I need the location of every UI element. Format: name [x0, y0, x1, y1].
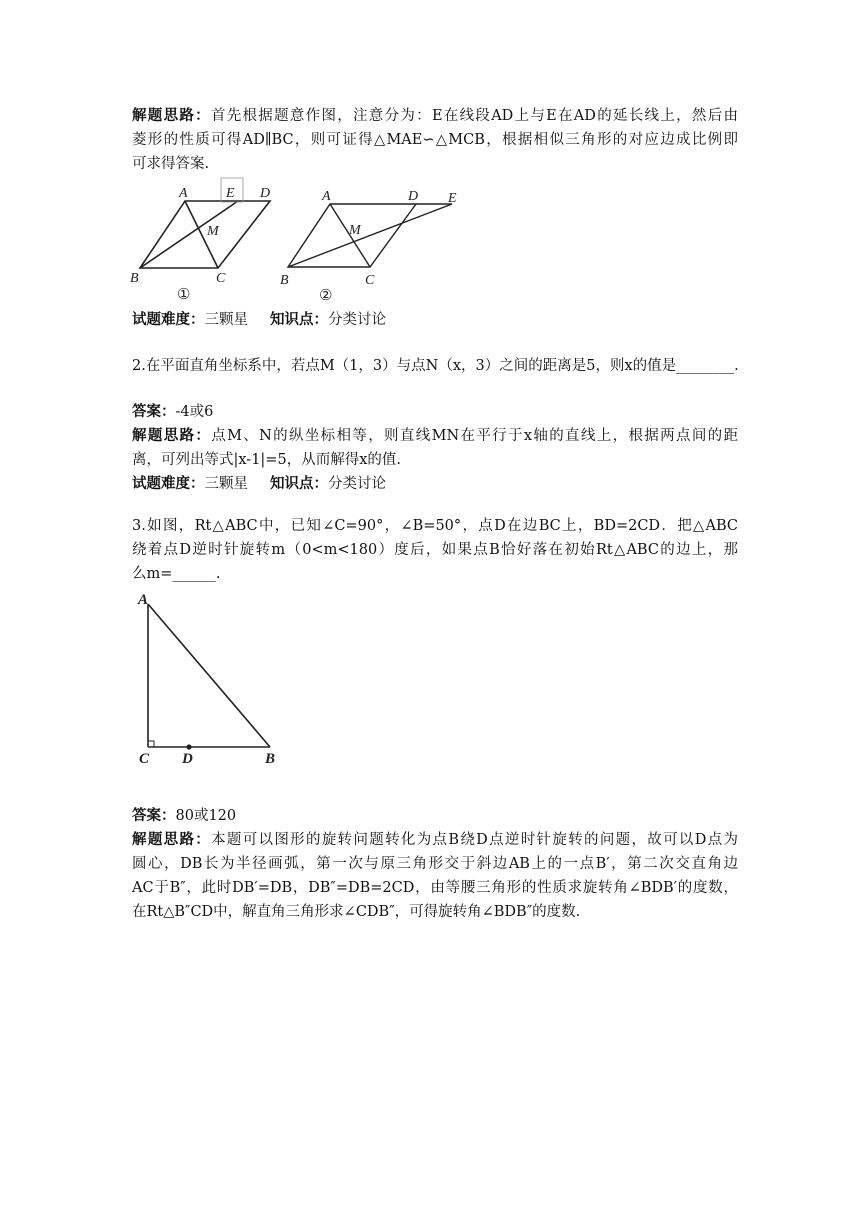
q1-hint-label: 解题思路：	[132, 107, 211, 124]
q2-answer-label: 答案：	[132, 403, 176, 420]
label-c: C	[139, 751, 150, 767]
q1-knowledge: 分类讨论	[328, 312, 386, 328]
q1-difficulty: 三颗星	[204, 312, 248, 328]
q3-hint-line-1: 解题思路：本题可以图形的旋转问题转化为点B绕D点逆时针旋转的问题，故可以D点为	[132, 831, 738, 848]
label-a: A	[179, 186, 188, 201]
q3-hint-label: 解题思路：	[132, 831, 212, 848]
q1-hint-line-3: 可求得答案.	[132, 156, 210, 172]
right-angle-mark	[148, 741, 154, 747]
q1-hint-line-2: 菱形的性质可得AD∥BC，则可证得△MAE∽△MCB，根据相似三角形的对应边成比例即	[132, 132, 738, 148]
q2-difficulty: 三颗星	[204, 476, 248, 492]
q3-question	[132, 514, 738, 586]
rhombus-abcd	[140, 201, 270, 268]
label-a: A	[138, 592, 149, 608]
label-m: M	[207, 224, 219, 239]
q2-knowledge-label: 知识点：	[270, 475, 328, 492]
q3-solution	[132, 804, 738, 924]
q3-figure	[132, 588, 292, 770]
label-e: E	[226, 186, 235, 201]
q2-answer: -4或6	[175, 404, 214, 420]
q2-question-text: 2.在平面直角坐标系中，若点M（1，3）与点N（x，3）之间的距离是5，则x的值是________.	[132, 358, 739, 374]
figure-number-1: ①	[177, 287, 191, 303]
segment-be	[288, 204, 452, 267]
label-b: B	[265, 751, 276, 767]
q3-hint-line-3: AC于B″，此时DB′=DB，DB″=DB=2CD，由等腰三角形的性质求旋转角∠BDB′的度数，	[132, 880, 738, 896]
label-e: E	[448, 191, 457, 206]
label-b: B	[280, 273, 289, 288]
q1-figure-2	[280, 180, 470, 305]
q2-difficulty-label: 试题难度：	[132, 475, 205, 492]
q2-knowledge: 分类讨论	[328, 476, 386, 492]
q1-figure-1	[125, 175, 285, 303]
segment-be	[140, 201, 238, 268]
q3-question-line-2: 绕着点D逆时针旋转m（0<m<180）度后，如果点B恰好落在初始Rt△ABC的边上，那	[132, 542, 738, 558]
q2-question	[132, 354, 738, 378]
q2-hint-line-1: 解题思路：点M、N的纵坐标相等，则直线MN在平行于x轴的直线上，根据两点间的距	[132, 427, 739, 444]
hypotenuse-ab	[148, 604, 270, 747]
q2-hint-label: 解题思路：	[132, 427, 212, 444]
label-d: D	[260, 186, 271, 201]
label-m: M	[349, 223, 361, 238]
label-d: D	[408, 189, 419, 204]
q1-hint-line-1: 解题思路：首先根据题意作图，注意分为：E在线段AD上与E在AD的延长线上，然后由	[132, 107, 738, 124]
label-c: C	[365, 273, 375, 288]
q1-hint	[132, 104, 738, 176]
point-d	[186, 744, 191, 749]
q3-question-line-1: 3.如图，Rt△ABC中，已知∠C=90°，∠B=50°，点D在边BC上，BD=2CD．把△ABC	[132, 518, 738, 534]
q2-solution	[132, 400, 738, 496]
q3-hint-line-2: 圆心，DB长为半径画弧，第一次与原三角形交于斜边AB上的一点B′，第二次交直角边	[132, 856, 738, 872]
q2-hint-line-2: 离，可列出等式|x-1|=5，从而解得x的值.	[132, 452, 401, 468]
q1-meta	[132, 308, 738, 332]
q3-question-line-3: 么m=______.	[132, 566, 221, 582]
label-a: A	[322, 189, 331, 204]
q3-answer: 80或120	[175, 808, 237, 824]
q1-knowledge-label: 知识点：	[270, 311, 328, 328]
q1-difficulty-label: 试题难度：	[132, 311, 205, 328]
figure-number-2: ②	[319, 288, 333, 304]
q3-answer-label: 答案：	[132, 807, 176, 824]
label-d: D	[182, 751, 193, 767]
label-b: B	[130, 271, 139, 286]
q3-hint-line-4: 在Rt△B″CD中，解直角三角形求∠CDB″，可得旋转角∠BDB″的度数.	[132, 904, 581, 920]
label-c: C	[216, 271, 226, 286]
